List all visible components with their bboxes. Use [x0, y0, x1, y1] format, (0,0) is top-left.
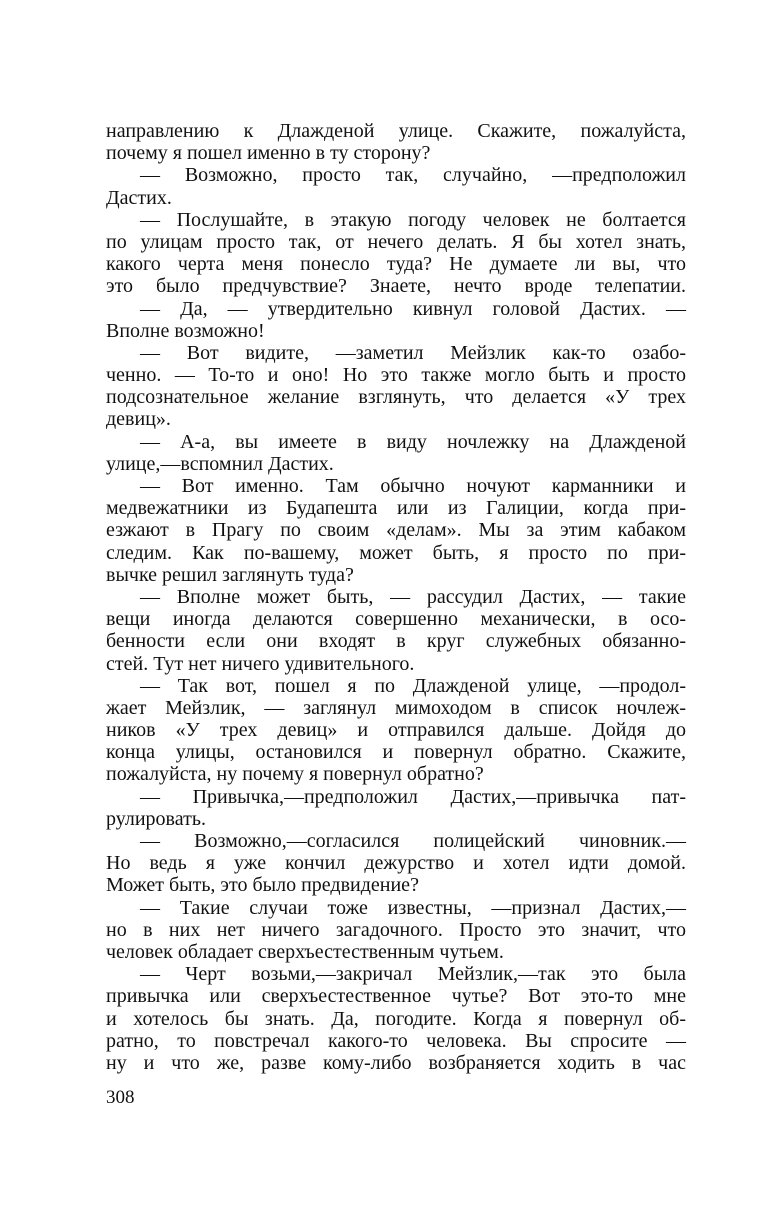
text-line: Вполне возможно! — [106, 319, 265, 342]
text-line: направлению к Длажденой улице. Скажите, пожалуйста, — [106, 120, 686, 142]
text-line: конца улицы, остановился и повернул обратно. Скажите, — [106, 741, 686, 764]
text-line: привычка или сверхъестественное чутье? Вот это-то мне — [106, 985, 686, 1008]
text-line: какого черта меня понесло туда? Не думаете ли вы, что — [106, 253, 686, 276]
text-line: — Вот видите, —заметил Мейзлик как-то озабо- — [140, 341, 686, 364]
text-line: по улицам просто так, от нечего делать. Я бы хотел знать, — [106, 230, 686, 253]
text-line: улице,—вспомнил Дастих. — [106, 452, 334, 475]
text-line: стей. Тут нет ничего удивительного. — [106, 652, 415, 675]
text-line: — Такие случаи тоже известны, —признал Дастих,— — [140, 896, 686, 919]
text-line: — Да, — утвердительно кивнул головой Дастих. — — [140, 297, 686, 320]
text-line: ченно. — То-то и оно! Но это также могло быть и просто — [106, 364, 686, 387]
text-line: ну и что же, разве кому-либо возбраняется ходить в час — [106, 1051, 686, 1074]
text-line: бенности если они входят в круг служебных обязанно- — [106, 630, 686, 653]
text-line: следим. Как по-вашему, может быть, я просто по при- — [106, 541, 686, 564]
text-line: вычке решил заглянуть туда? — [106, 563, 354, 586]
text-line: человек обладает сверхъестественным чутьем. — [106, 940, 504, 963]
text-line: рулировать. — [106, 807, 206, 830]
text-line: — Вполне может быть, — рассудил Дастих, — такие — [140, 585, 686, 608]
text-line: — Послушайте, в этакую погоду человек не болтается — [140, 208, 686, 231]
text-line: езжают в Прагу по своим «делам». Мы за этим кабаком — [106, 519, 686, 542]
page-number: 308 — [106, 1087, 135, 1108]
text-line: девиц». — [106, 408, 171, 431]
text-line: Но ведь я уже кончил дежурство и хотел идти домой. — [106, 852, 686, 875]
text-line: ратно, то повстречал какого-то человека. Вы спросите — — [106, 1029, 686, 1052]
text-line: — Возможно, просто так, случайно, —предположил — [140, 164, 686, 187]
text-line: — А-а, вы имеете в виду ночлежку на Длажденой — [140, 430, 686, 453]
text-line: жает Мейзлик, — заглянул мимоходом в список ночлеж- — [106, 696, 686, 719]
text-line: и хотелось бы знать. Да, погодите. Когда я повернул об- — [106, 1007, 686, 1030]
page-body — [106, 120, 686, 1074]
text-line: подсознательное желание взглянуть, что делается «У трех — [106, 386, 686, 409]
text-line: — Черт возьми,—закричал Мейзлик,—так это была — [140, 963, 686, 986]
text-line: медвежатники из Будапешта или из Галиции, когда при- — [106, 497, 686, 520]
text-line: — Возможно,—согласился полицейский чиновник.— — [140, 830, 686, 852]
text-line: — Вот именно. Там обычно ночуют карманники и — [140, 475, 686, 497]
text-line: ников «У трех девиц» и отправился дальше. Дойдя до — [106, 719, 686, 742]
text-line: Дастих. — [106, 186, 172, 209]
text-line: — Так вот, пошел я по Длажденой улице, —продол- — [140, 674, 686, 697]
text-line: но в них нет ничего загадочного. Просто это значит, что — [106, 918, 686, 941]
text-line: это было предчувствие? Знаете, нечто вроде телепатии. — [106, 275, 686, 298]
text-line: почему я пошел именно в ту сторону? — [106, 142, 431, 165]
text-line: Может быть, это было предвидение? — [106, 874, 419, 897]
text-line: пожалуйста, ну почему я повернул обратно? — [106, 763, 484, 786]
text-line: — Привычка,—предположил Дастих,—привычка пат- — [140, 785, 686, 808]
text-line: вещи иногда делаются совершенно механически, в осо- — [106, 608, 686, 631]
